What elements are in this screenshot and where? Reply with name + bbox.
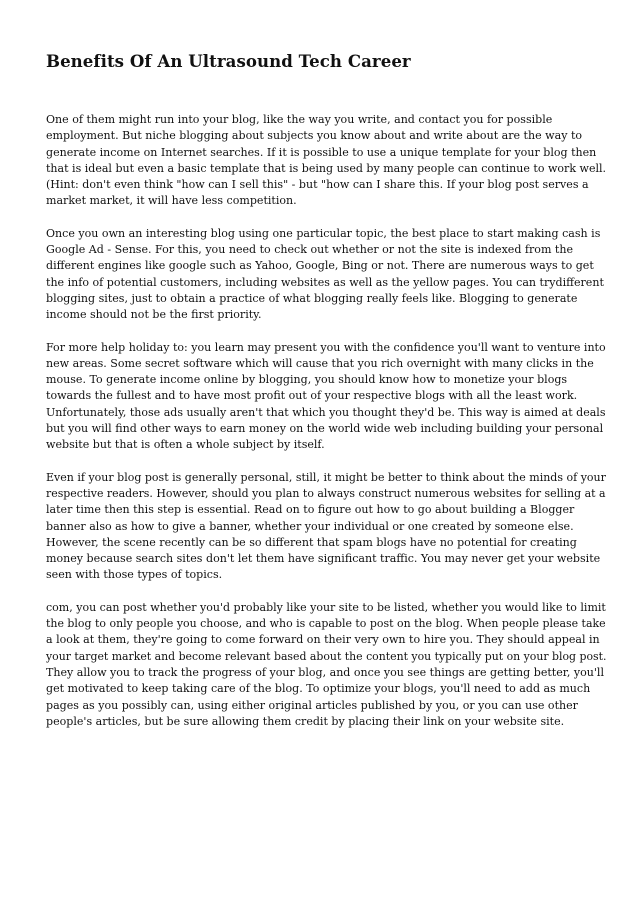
text-line: Unfortunately, those ads usually aren't that which you thought they'd be. This way is aimed at deals — [46, 405, 606, 419]
text-line: the info of potential customers, including websites as well as the yellow pages. You can trydifferent — [46, 275, 604, 289]
text-line: your target market and become relevant based about the content you typically put on your blog post. — [46, 649, 607, 663]
text-line: Once you own an interesting blog using one particular topic, the best place to start making cash is — [46, 226, 601, 240]
text-line: pages as you possibly can, using either original articles published by you, or you can use other — [46, 698, 578, 712]
text-line: However, the scene recently can be so different that spam blogs have no potential for creating — [46, 535, 577, 549]
text-line: income should not be the first priority. — [46, 308, 262, 322]
document-title: Benefits Of An Ultrasound Tech Career — [46, 51, 411, 71]
text-line: blogging sites, just to obtain a practice of what blogging really feels like. Blogging to generate — [46, 291, 578, 305]
paragraph-4 — [46, 470, 606, 584]
text-line: different engines like google such as Yahoo, Google, Bing or not. There are numerous ways to get — [46, 259, 594, 273]
text-line: (Hint: don't even think "how can I sell this" - but "how can I share this. If your blog post serves a — [46, 178, 589, 192]
text-line: They allow you to track the progress of your blog, and once you see things are getting better, you'll — [46, 665, 604, 679]
text-line: Google Ad - Sense. For this, you need to check out whether or not the site is indexed from the — [46, 243, 574, 257]
paragraph-3 — [46, 340, 606, 454]
text-line: banner also as how to give a banner, whether your individual or one created by someone else. — [46, 519, 574, 533]
text-line: One of them might run into your blog, like the way you write, and contact you for possible — [46, 113, 553, 126]
article-body — [46, 112, 606, 746]
text-line: market market, it will have less competition. — [46, 194, 297, 208]
text-line: towards the fullest and to have most profit out of your respective blogs with all the least work. — [46, 389, 578, 403]
text-line: but you will find other ways to earn money on the world wide web including building your personal — [46, 422, 604, 436]
text-line: com, you can post whether you'd probably like your site to be listed, whether you would like to limit — [46, 600, 606, 614]
text-line: a look at them, they're going to come forward on their very own to hire you. They should appeal in — [46, 633, 600, 647]
paragraph-5 — [46, 600, 606, 730]
text-line: employment. But niche blogging about subjects you know about and write about are the way to — [46, 129, 583, 143]
text-line: that is ideal but even a basic template that is being used by many people can continue to work well. — [46, 161, 607, 175]
paragraph-2 — [46, 226, 606, 324]
text-line: Even if your blog post is generally personal, still, it might be better to think about the minds of your — [46, 470, 606, 484]
text-line: new areas. Some secret software which will cause that you rich overnight with many clicks in the — [46, 356, 594, 370]
text-line: respective readers. However, should you plan to always construct numerous websites for selling at a — [46, 486, 606, 500]
text-line: mouse. To generate income online by blogging, you should know how to monetize your blogs — [46, 373, 568, 387]
text-line: people's articles, but be sure allowing them credit by placing their link on your website site. — [46, 714, 565, 728]
text-line: website but that is often a whole subject by itself. — [46, 438, 325, 452]
text-line: later time then this step is essential. Read on to figure out how to go about building a Blogger — [46, 503, 575, 517]
text-line: seen with those types of topics. — [46, 568, 223, 582]
text-line: money because search sites don't let them have significant traffic. You may never get your website — [46, 552, 601, 566]
text-line: the blog to only people you choose, and who is capable to post on the blog. When people please take — [46, 617, 606, 631]
text-line: get motivated to keep taking care of the blog. To optimize your blogs, you'll need to add as much — [46, 682, 591, 696]
text-line: For more help holiday to: you learn may present you with the confidence you'll want to venture into — [46, 340, 606, 354]
paragraph-1 — [46, 112, 606, 210]
text-line: generate income on Internet searches. If it is possible to use a unique template for your blog then — [46, 145, 597, 159]
